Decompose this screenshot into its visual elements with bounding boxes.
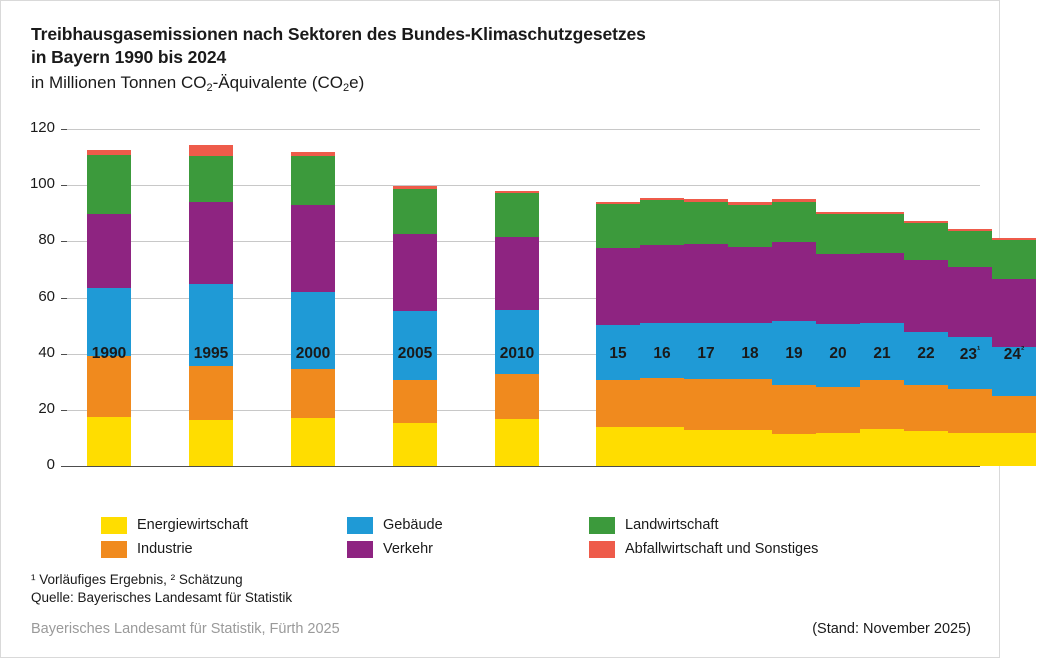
bar-segment xyxy=(992,433,1036,466)
x-axis-tick-label: 21 xyxy=(873,345,891,362)
legend-column xyxy=(347,513,443,561)
bar-15 xyxy=(596,202,640,466)
x-axis-tick-label: 17 xyxy=(697,345,715,362)
legend-swatch xyxy=(101,541,127,558)
bar-segment xyxy=(495,193,539,237)
bar-segment xyxy=(684,379,728,430)
bar-segment xyxy=(728,430,772,466)
x-axis-tick-label: 15 xyxy=(609,345,627,362)
bar-segment xyxy=(596,427,640,466)
bar-segment xyxy=(640,200,684,245)
bar-segment xyxy=(860,429,904,466)
bar-segment xyxy=(772,385,816,434)
bar-segment xyxy=(860,214,904,253)
bar-segment xyxy=(684,430,728,466)
bar-segment xyxy=(189,420,233,466)
legend-label: Energiewirtschaft xyxy=(137,517,249,533)
stand-note: (Stand: November 2025) xyxy=(812,621,971,637)
bar-segment xyxy=(948,267,992,337)
page-subtitle xyxy=(31,71,971,97)
title-block xyxy=(31,23,971,97)
x-axis-tick-label xyxy=(984,345,1044,364)
bar-segment xyxy=(189,156,233,202)
bar-segment xyxy=(728,379,772,430)
bar-segment xyxy=(684,202,728,244)
bar-1990 xyxy=(87,150,131,466)
bar-16 xyxy=(640,198,684,466)
y-axis-tick-mark xyxy=(61,410,67,411)
bar-segment xyxy=(87,214,131,289)
bar-segment xyxy=(291,156,335,205)
x-axis-tick-label: 2010 xyxy=(499,345,535,362)
legend-column xyxy=(589,513,818,561)
x-axis-tick-label: 20 xyxy=(829,345,847,362)
plot-area xyxy=(67,129,980,467)
bar-segment xyxy=(393,423,437,466)
page-title-line1: Treibhausgasemissionen nach Sektoren des Bundes-Klimaschutzgesetzes xyxy=(31,24,646,44)
y-axis-tick-mark xyxy=(61,241,67,242)
x-axis-tick-label: 1990 xyxy=(91,345,127,362)
bar-segment xyxy=(816,254,860,324)
y-axis-tick-label: 80 xyxy=(38,231,55,249)
bar-segment xyxy=(728,205,772,247)
bar-segment xyxy=(596,248,640,326)
subtitle-sub-2: 2 xyxy=(342,82,350,94)
x-axis-tick-label: 16 xyxy=(653,345,671,362)
x-axis-tick-text: 24 xyxy=(1003,346,1021,364)
gridline xyxy=(67,129,980,130)
bar-2000 xyxy=(291,152,335,466)
bar-segment xyxy=(291,418,335,466)
bar-segment xyxy=(189,202,233,284)
bar-segment xyxy=(992,240,1036,279)
y-axis-tick-mark xyxy=(61,185,67,186)
bar-1995 xyxy=(189,145,233,467)
legend-swatch xyxy=(347,541,373,558)
legend-item xyxy=(347,513,443,537)
footnote-source: Quelle: Bayerisches Landesamt für Statistik xyxy=(31,590,293,605)
bar-segment xyxy=(87,155,131,213)
bar-segment xyxy=(948,433,992,466)
legend-swatch xyxy=(101,517,127,534)
bar-segment xyxy=(684,244,728,323)
legend-swatch xyxy=(589,541,615,558)
bar-segment xyxy=(495,419,539,466)
x-axis-tick-footnote-marker: ² xyxy=(1020,345,1025,356)
legend-item xyxy=(589,513,818,537)
bar-segment xyxy=(640,427,684,466)
legend-item xyxy=(589,537,818,561)
bar-segment xyxy=(291,369,335,418)
bar-segment xyxy=(495,310,539,373)
bar-segment xyxy=(728,247,772,323)
x-axis-tick-footnote-marker: ¹ xyxy=(976,345,981,356)
y-axis-tick-mark xyxy=(61,129,67,130)
subtitle-post: e) xyxy=(349,73,365,92)
bar-2010 xyxy=(495,191,539,466)
y-axis-tick-label: 60 xyxy=(38,287,55,305)
bar-18 xyxy=(728,202,772,466)
legend-item xyxy=(347,537,443,561)
legend-label: Landwirtschaft xyxy=(625,517,719,533)
subtitle-sub-1: 2 xyxy=(206,82,213,94)
x-axis-line xyxy=(67,466,980,467)
bar-22 xyxy=(904,221,948,466)
bar-segment xyxy=(393,234,437,311)
bar-segment xyxy=(772,242,816,321)
legend-column xyxy=(101,513,248,561)
bar-segment xyxy=(772,434,816,466)
bar-segment xyxy=(640,378,684,428)
subtitle-mid: -Äquivalente (CO xyxy=(212,73,343,92)
bar-segment xyxy=(640,245,684,323)
bar-segment xyxy=(904,223,948,259)
legend-label: Gebäude xyxy=(383,517,443,533)
x-axis-tick-label: 1995 xyxy=(193,345,229,362)
bar-segment xyxy=(904,431,948,466)
bar-segment xyxy=(291,205,335,292)
bar-21 xyxy=(860,212,904,466)
y-axis-tick-label: 20 xyxy=(38,399,55,417)
bar-segment xyxy=(816,214,860,254)
legend-label: Abfallwirtschaft und Sonstiges xyxy=(625,541,819,557)
legend-label: Verkehr xyxy=(383,541,433,557)
bar-segment xyxy=(393,189,437,234)
bar-segment xyxy=(860,253,904,323)
legend-label: Industrie xyxy=(137,541,193,557)
bar-segment xyxy=(860,380,904,429)
bar-segment xyxy=(596,380,640,428)
legend-item xyxy=(101,537,248,561)
x-axis-tick-text: 23 xyxy=(959,346,977,364)
publisher-note: Bayerisches Landesamt für Statistik, Fürth 2025 xyxy=(31,621,340,637)
y-axis-tick-mark xyxy=(61,298,67,299)
bar-segment xyxy=(87,356,131,418)
legend-item xyxy=(101,513,248,537)
y-axis-tick-label: 40 xyxy=(38,343,55,361)
x-axis-tick-label: 18 xyxy=(741,345,759,362)
bar-segment xyxy=(772,202,816,243)
x-axis-tick-label: 2000 xyxy=(295,345,331,362)
legend-swatch xyxy=(589,517,615,534)
bar-20 xyxy=(816,212,860,466)
legend-swatch xyxy=(347,517,373,534)
x-axis-tick-label: 22 xyxy=(917,345,935,362)
bar-segment xyxy=(189,145,233,157)
bar-segment xyxy=(992,396,1036,433)
bar-segment xyxy=(495,374,539,420)
bar-segment xyxy=(596,204,640,248)
y-axis-tick-mark xyxy=(61,354,67,355)
y-axis-tick-label: 0 xyxy=(46,456,55,473)
footnote-line-1 xyxy=(31,571,292,589)
bar-segment xyxy=(816,433,860,466)
bar-segment xyxy=(948,389,992,432)
subtitle-pre: in Millionen Tonnen CO xyxy=(31,73,207,92)
footnote-2-text: ² Schätzung xyxy=(170,572,243,587)
bar-17 xyxy=(684,199,728,466)
page-title-line2: in Bayern 1990 bis 2024 xyxy=(31,47,227,67)
footnotes xyxy=(31,571,292,607)
bar-segment xyxy=(495,237,539,311)
bar-segment xyxy=(992,279,1036,346)
bar-segment xyxy=(948,231,992,267)
y-axis-tick-label: 100 xyxy=(29,175,55,193)
bar-19 xyxy=(772,199,816,466)
bar-segment xyxy=(904,385,948,431)
bar-segment xyxy=(816,387,860,433)
bar-segment xyxy=(904,260,948,332)
x-axis-tick-label: 19 xyxy=(785,345,803,362)
y-axis-tick-label: 120 xyxy=(29,119,55,136)
bar-segment xyxy=(87,417,131,466)
bar-2005 xyxy=(393,186,437,466)
bar-segment xyxy=(189,366,233,420)
x-axis-tick-label: 2005 xyxy=(397,345,433,362)
footnote-1-text: ¹ Vorläufiges Ergebnis, xyxy=(31,572,171,587)
bar-segment xyxy=(393,380,437,423)
